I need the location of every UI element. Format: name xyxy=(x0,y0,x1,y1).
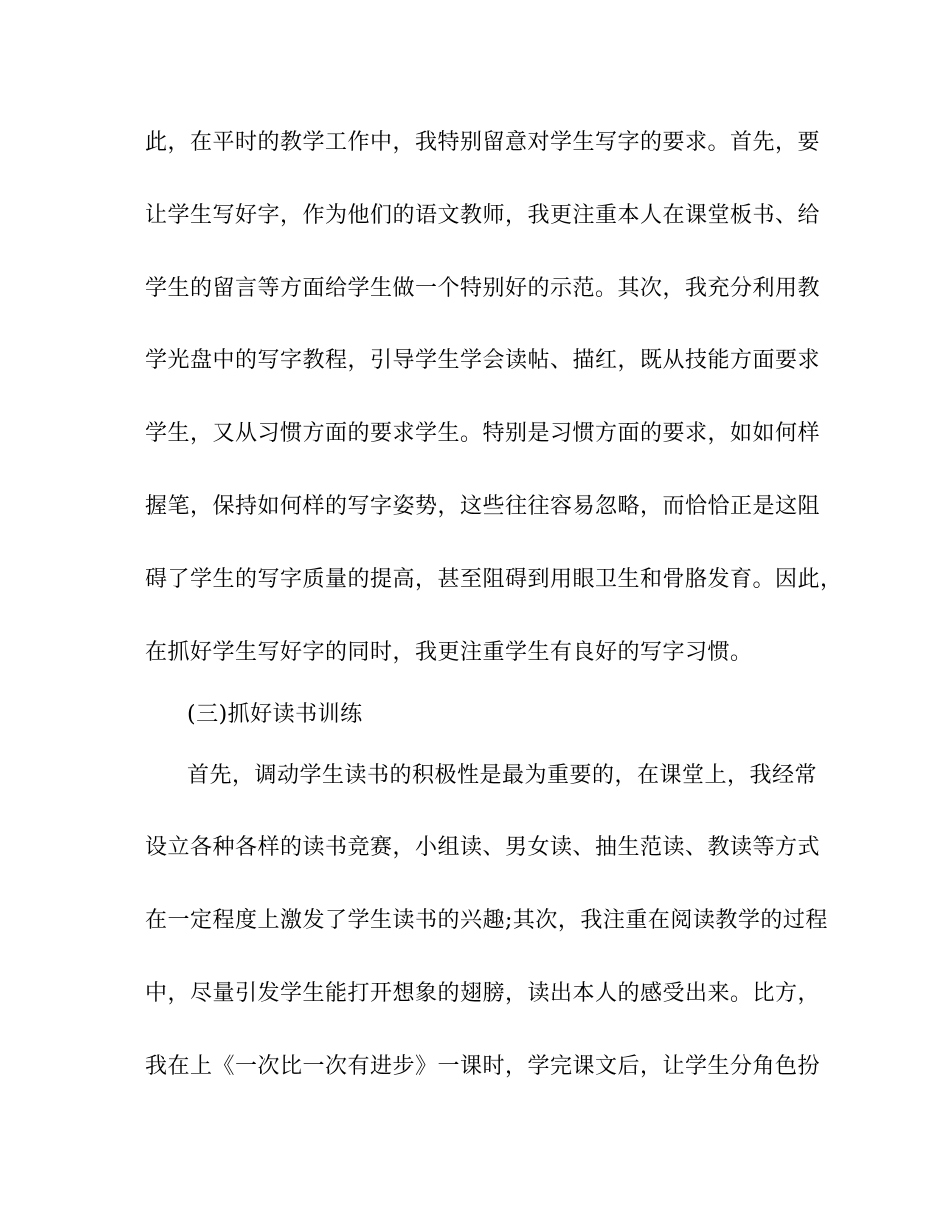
paragraph-line: 在一定程度上激发了学生读书的兴趣;其次，我注重在阅读教学的过程 xyxy=(145,908,828,933)
paragraph-line: 设立各种各样的读书竞赛，小组读、男女读、抽生范读、教读等方式 xyxy=(145,835,821,860)
section-heading: (三)抓好读书训练 xyxy=(187,702,363,727)
paragraph-line: 学光盘中的写字教程，引导学生学会读帖、描红，既从技能方面要求 xyxy=(145,348,821,373)
paragraph-line: 此，在平时的教学工作中，我特别留意对学生写字的要求。首先，要 xyxy=(145,130,821,155)
paragraph-line: 在抓好学生写好字的同时，我更注重学生有良好的写字习惯。 xyxy=(145,640,753,665)
paragraph-line: 中，尽量引发学生能打开想象的翅膀，读出本人的感受出来。比方， xyxy=(145,981,821,1006)
paragraph-line: 让学生写好字，作为他们的语文教师，我更注重本人在课堂板书、给 xyxy=(145,203,821,228)
paragraph-line: 学生的留言等方面给学生做一个特别好的示范。其次，我充分利用教 xyxy=(145,276,821,301)
paragraph-line: 握笔，保持如何样的写字姿势，这些往往容易忽略，而恰恰正是这阻 xyxy=(145,494,821,519)
paragraph-line: 首先，调动学生读书的积极性是最为重要的，在课堂上，我经常 xyxy=(187,763,818,788)
paragraph-line: 碍了学生的写字质量的提高，甚至阻碍到用眼卫生和骨胳发育。因此， xyxy=(145,567,843,592)
paragraph-line: 学生，又从习惯方面的要求学生。特别是习惯方面的要求，如如何样 xyxy=(145,421,821,446)
paragraph-line: 我在上《一次比一次有进步》一课时，学完课文后，让学生分角色扮 xyxy=(145,1054,821,1079)
